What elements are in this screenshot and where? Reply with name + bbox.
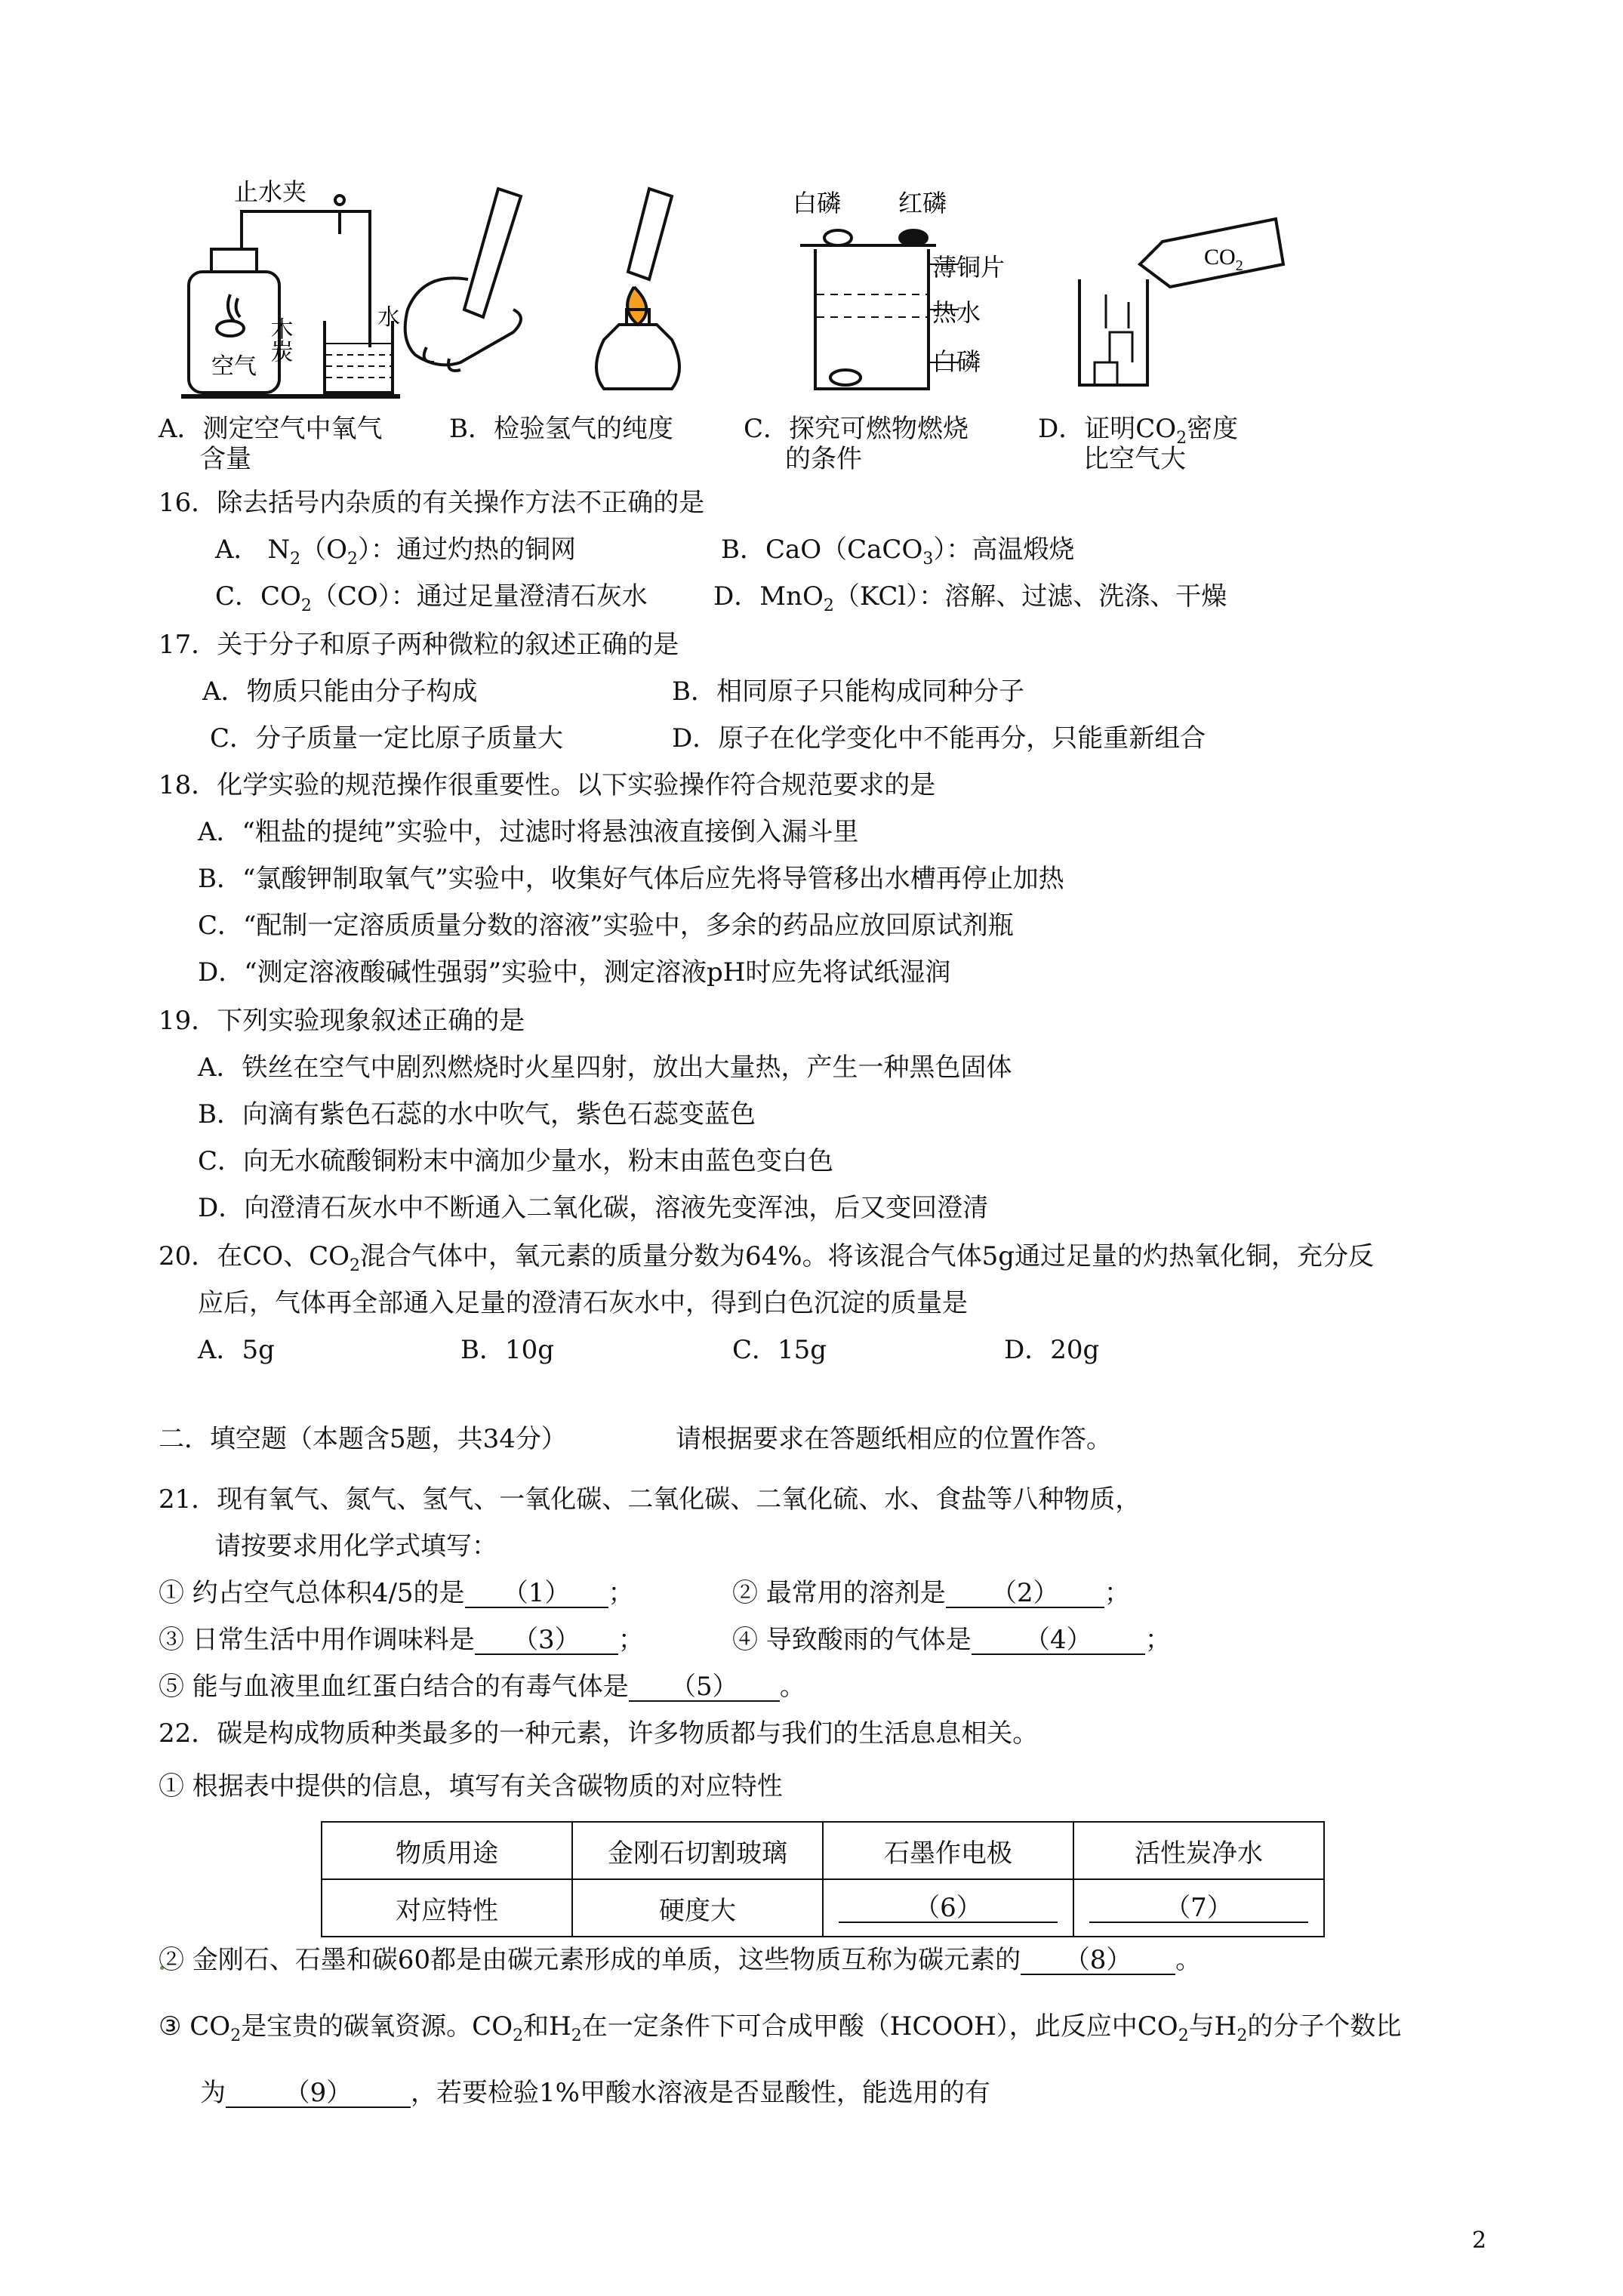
figure-d-caption: D．证明$CO_2$密度 xyxy=(1038,414,1239,448)
figure-a-charcoal-label: 木炭 xyxy=(266,317,292,362)
page-number: 2 xyxy=(1472,2227,1487,2254)
q22-part-2: ② 金刚石、石墨和碳60都是由碳元素形成的单质，这些物质互称为碳元素的 （8） 。 xyxy=(159,1945,1202,1975)
carbon-property-table xyxy=(321,1821,1325,1937)
q21-item-1: ① 约占空气总体积4/5的是 （1） ； xyxy=(159,1578,634,1608)
q20-stem: 20．在CO、$CO_2$混合气体中，氧元素的质量分数为64%。将该混合气体5g通过足量的灼热氧化铜，充分反 xyxy=(159,1241,1375,1275)
figure-row xyxy=(166,174,1329,408)
answer-blank-6[interactable]: （6） xyxy=(839,1894,1058,1923)
q16-option-c: C．$CO_2(CO)$：通过足量澄清石灰水 xyxy=(215,581,648,615)
section-2-note: 请根据要求在答题纸相应的位置作答。 xyxy=(676,1424,1112,1454)
answer-blank-2[interactable]: （2） xyxy=(946,1579,1104,1608)
q21-item-5: ⑤ 能与血液里血红蛋白结合的有毒气体是 （5） 。 xyxy=(159,1672,805,1702)
q17-option-c: C．分子质量一定比原子质量大 xyxy=(210,723,564,754)
figure-d-caption-2: 比空气大 xyxy=(1083,444,1186,474)
q18-option-c: C．“配制一定溶质质量分数的溶液”实验中，多余的药品应放回原试剂瓶 xyxy=(198,911,1014,941)
answer-blank-9[interactable]: （9） xyxy=(226,2079,411,2108)
answer-blank-1[interactable]: （1） xyxy=(465,1579,608,1608)
table-cell: 活性炭净水 xyxy=(1073,1822,1324,1879)
q20-option-a: A．5g xyxy=(198,1335,275,1365)
figure-c-caption-2: 的条件 xyxy=(785,444,862,474)
q16-stem: 16．除去括号内杂质的有关操作方法不正确的是 xyxy=(159,488,705,518)
figure-c-caption: C．探究可燃物燃烧 xyxy=(744,414,969,444)
answer-blank-3[interactable]: （3） xyxy=(475,1626,618,1655)
q16-option-d: D．MnO$_2$（KCl）：溶解、过滤、洗涤、干燥 xyxy=(713,581,1227,615)
answer-blank-8[interactable]: （8） xyxy=(1021,1946,1175,1975)
q19-option-a: A．铁丝在空气中剧烈燃烧时火星四射，放出大量热，产生一种黑色固体 xyxy=(198,1052,1012,1083)
answer-blank-5[interactable]: （5） xyxy=(629,1673,780,1702)
table-cell: 物质用途 xyxy=(322,1822,572,1879)
q19-option-d: D．向澄清石灰水中不断通入二氧化碳，溶液先变浑浊，后又变回澄清 xyxy=(198,1193,989,1223)
q16-option-b: B．CaO（CaCO$_3$）：高温煅烧 xyxy=(721,535,1075,569)
q18-option-d: D．“测定溶液酸碱性强弱”实验中，测定溶液pH时应先将试纸湿润 xyxy=(198,957,951,988)
q21-item-4: ④ 导致酸雨的气体是 （4） ； xyxy=(732,1625,1171,1655)
figure-a-clip-label: 止水夹 xyxy=(234,178,307,205)
q20-option-b: B．10g xyxy=(460,1335,555,1365)
table-cell: 硬度大 xyxy=(572,1879,823,1937)
figure-c-hot-water-label: 热水 xyxy=(932,299,981,326)
figure-b-caption: B．检验氢气的纯度 xyxy=(449,414,673,444)
figure-c-copper-label: 薄铜片 xyxy=(932,254,1006,281)
figure-a-caption-2: 含量 xyxy=(200,444,251,474)
q21-item-2: ② 最常用的溶剂是 （2） ； xyxy=(732,1578,1130,1608)
q19-stem: 19．下列实验现象叙述正确的是 xyxy=(159,1006,525,1036)
q18-option-b: B．“氯酸钾制取氧气”实验中，收集好气体后应先将导管移出水槽再停止加热 xyxy=(198,864,1064,894)
figure-b-hand-tube xyxy=(405,189,679,389)
q19-option-c: C．向无水硫酸铜粉末中滴加少量水，粉末由蓝色变白色 xyxy=(198,1146,834,1176)
q17-option-b: B．相同原子只能构成同种分子 xyxy=(672,676,1024,707)
figure-d-co2-pour xyxy=(1079,219,1283,385)
figure-c-red-p-label: 红磷 xyxy=(898,190,947,217)
table-cell xyxy=(823,1879,1073,1937)
q16-option-a: A． $N_2(O_2)$：通过灼热的铜网 xyxy=(215,535,576,569)
q20-option-d: D．20g xyxy=(1004,1335,1100,1365)
q20-option-c: C．15g xyxy=(732,1335,827,1365)
table-row xyxy=(322,1822,1324,1879)
q22-part-1: ① 根据表中提供的信息，填写有关含碳物质的对应特性 xyxy=(159,1771,783,1801)
figure-c-white-p2-label: 白磷 xyxy=(932,348,981,375)
q22-stem: 22．碳是构成物质种类最多的一种元素，许多物质都与我们的生活息息相关。 xyxy=(159,1718,1039,1749)
answer-blank-7[interactable]: （7） xyxy=(1089,1894,1308,1923)
figure-d-bottle-label: $CO_2$ xyxy=(1204,245,1243,274)
table-row xyxy=(322,1879,1324,1937)
q17-option-a: A．物质只能由分子构成 xyxy=(202,676,478,707)
q18-option-a: A．“粗盐的提纯”实验中，过滤时将悬浊液直接倒入漏斗里 xyxy=(198,817,859,847)
q21-stem-2: 请按要求用化学式填写： xyxy=(215,1531,497,1561)
q20-stem-2: 应后，气体再全部通入足量的澄清石灰水中，得到白色沉淀的质量是 xyxy=(198,1288,968,1318)
q21-item-3: ③ 日常生活中用作调味料是 （3） ； xyxy=(159,1625,644,1655)
section-2-heading: 二．填空题（本题含5题，共34分） xyxy=(159,1424,567,1454)
figure-a-caption: A．测定空气中氧气 xyxy=(159,414,383,444)
figure-a-air-label: 空气 xyxy=(211,354,257,379)
q19-option-b: B．向滴有紫色石蕊的水中吹气，紫色石蕊变蓝色 xyxy=(198,1099,756,1130)
q17-stem: 17．关于分子和原子两种微粒的叙述正确的是 xyxy=(159,630,679,660)
answer-blank-4[interactable]: （4） xyxy=(972,1626,1145,1655)
figure-c-white-p-label: 白磷 xyxy=(793,190,842,217)
q22-part-3-line-2: 为 （9） ，若要检验1%甲酸水溶液是否显酸性，能选用的有 xyxy=(200,2078,990,2108)
table-cell: 对应特性 xyxy=(322,1879,572,1937)
table-cell xyxy=(1073,1879,1324,1937)
q21-stem: 21．现有氧气、氮气、氢气、一氧化碳、二氧化碳、二氧化硫、水、食盐等八种物质， xyxy=(159,1484,1141,1515)
table-cell: 金刚石切割玻璃 xyxy=(572,1822,823,1879)
q17-option-d: D．原子在化学变化中不能再分，只能重新组合 xyxy=(672,723,1206,754)
q18-stem: 18．化学实验的规范操作很重要性。以下实验操作符合规范要求的是 xyxy=(159,770,936,800)
table-cell: 石墨作电极 xyxy=(823,1822,1073,1879)
q22-part-3: ③ $CO_2$是宝贵的碳氧资源。$CO_2$和$H_2$在一定条件下可合成甲酸（HCOOH），此反应中$CO_2$与$H_2$的分子个数比 xyxy=(159,2011,1402,2045)
figure-a-water-label: 水 xyxy=(377,305,400,330)
